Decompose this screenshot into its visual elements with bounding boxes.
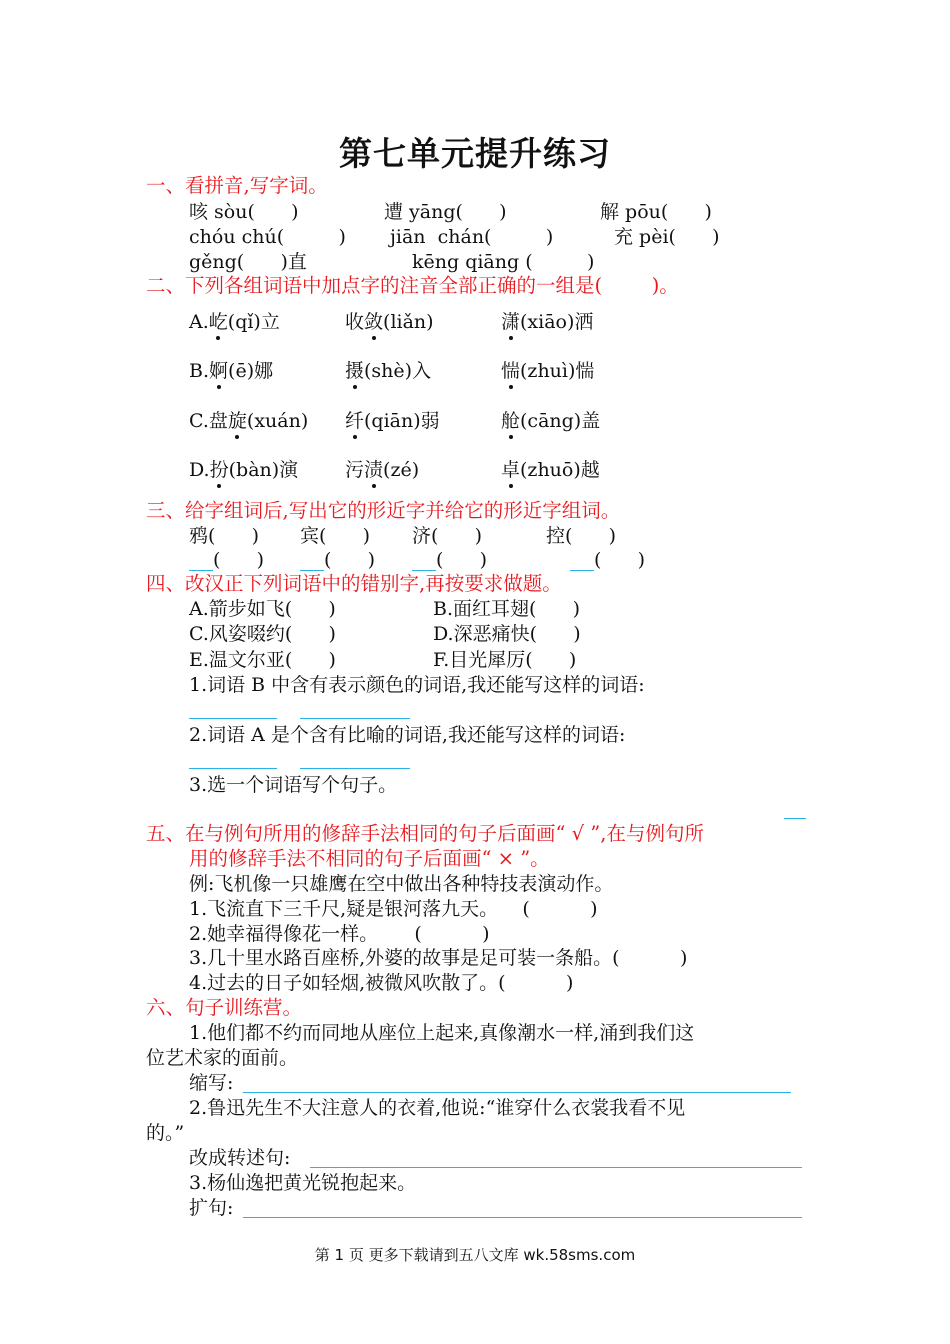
section-6-heading: 六、句子训练营。	[146, 996, 303, 1019]
s1-item: chóu chú( )	[189, 226, 346, 248]
s1-item: 解 pōu( )	[600, 201, 712, 223]
footer-text: 第 1 页 更多下载请到五八文库	[314, 1246, 524, 1264]
s4-question-3: 3.选一个词语写个句子。	[189, 774, 398, 796]
option-d-word-2: 污渍(zé)	[345, 459, 420, 481]
s3-item: 鸦( )	[189, 525, 260, 547]
s5-item-2: 2.她幸福得像花一样。 ( )	[189, 923, 490, 945]
option-c: C.盘旋(xuán)	[189, 410, 309, 432]
page-footer	[0, 1244, 950, 1265]
s4-item-f: F.目光犀厉( )	[433, 649, 577, 671]
s3-item: ( )	[324, 549, 376, 571]
answer-line[interactable]	[189, 570, 213, 571]
answer-line[interactable]	[412, 570, 436, 571]
s4-item-e: E.温文尔亚( )	[189, 649, 336, 671]
footer-site-link[interactable]: wk.58sms.com	[523, 1246, 636, 1264]
option-c-word-3: 舱(cāng)盖	[501, 410, 601, 432]
s1-item: jiān chán( )	[390, 226, 554, 248]
s4-item-b: B.面红耳翅( )	[433, 598, 581, 620]
s6-q1-line2: 位艺术家的面前。	[146, 1047, 299, 1069]
s5-example: 例:飞机像一只雄鹰在空中做出各种特技表演动作。	[189, 873, 614, 895]
s1-item: 遭 yāng( )	[384, 201, 507, 223]
section-4-heading: 四、改汉正下列词语中的错别字,再按要求做题。	[146, 572, 562, 595]
option-a: A.屹(qǐ)立	[189, 311, 280, 333]
s6-q2-line1: 2.鲁迅先生不大注意人的衣着,他说:“谁穿什么衣裳我看不见	[189, 1097, 686, 1119]
s6-q2-line2: 的。”	[146, 1122, 185, 1144]
s3-item: 控( )	[546, 525, 617, 547]
section-2-heading: 二、下列各组词语中加点字的注音全部正确的一组是( )。	[146, 274, 679, 297]
section-5-heading-cont: 用的修辞手法不相同的句子后面画“ × ”。	[189, 847, 550, 870]
s6-q1-prompt: 缩写:	[189, 1072, 234, 1094]
s6-q3-line1: 3.杨仙逸把黄光锐抱起来。	[189, 1172, 417, 1194]
s1-item: 充 pèi( )	[614, 226, 720, 248]
answer-line[interactable]	[300, 768, 410, 769]
page-title: 第七单元提升练习	[339, 134, 611, 173]
s4-question-1: 1.词语 B 中含有表示颜色的词语,我还能写这样的词语:	[189, 674, 645, 696]
option-d: D.扮(bàn)演	[189, 459, 299, 481]
s6-q2-prompt: 改成转述句:	[189, 1147, 291, 1169]
s1-item: 咳 sòu( )	[189, 201, 299, 223]
s4-item-c: C.风姿啜约( )	[189, 623, 336, 645]
s6-q3-prompt: 扩句:	[189, 1197, 234, 1219]
s4-question-2: 2.词语 A 是个含有比喻的词语,我还能写这样的词语:	[189, 724, 626, 746]
answer-line[interactable]	[570, 570, 594, 571]
answer-line[interactable]	[300, 718, 410, 719]
s6-q1-line1: 1.他们都不约而同地从座位上起来,真像潮水一样,涌到我们这	[189, 1022, 695, 1044]
option-b-word-2: 摄(shè)入	[345, 360, 432, 382]
section-1-heading: 一、看拼音,写字词。	[146, 174, 328, 197]
answer-line[interactable]	[300, 570, 324, 571]
s4-item-a: A.箭步如飞( )	[189, 598, 336, 620]
option-b: B.婀(ē)娜	[189, 360, 274, 382]
answer-line[interactable]	[189, 768, 277, 769]
s1-item: kēng qiāng ( )	[412, 251, 595, 273]
s3-item: 宾( )	[300, 525, 371, 547]
section-5-heading: 五、在与例句所用的修辞手法相同的句子后面画“ √ ”,在与例句所	[146, 822, 704, 845]
answer-line[interactable]	[189, 718, 277, 719]
s5-item-3: 3.几十里水路百座桥,外婆的故事是足可装一条船。( )	[189, 947, 688, 969]
option-b-word-3: 惴(zhuì)惴	[501, 360, 595, 382]
option-d-word-3: 卓(zhuō)越	[501, 459, 600, 481]
section-3-heading: 三、给字组词后,写出它的形近字并给它的形近字组词。	[146, 499, 621, 522]
s5-item-4: 4.过去的日子如轻烟,被微风吹散了。( )	[189, 972, 574, 994]
option-a-word-3: 潇(xiāo)洒	[501, 311, 594, 333]
s3-item: 济( )	[412, 525, 483, 547]
answer-line[interactable]	[310, 1167, 802, 1168]
s3-item: ( )	[213, 549, 265, 571]
s3-item: ( )	[594, 549, 646, 571]
answer-line[interactable]	[784, 818, 806, 819]
s4-item-d: D.深恶痛快( )	[433, 623, 581, 645]
answer-line[interactable]	[243, 1217, 802, 1218]
s1-item: gěng( )直	[189, 251, 307, 273]
s3-item: ( )	[436, 549, 488, 571]
option-a-word-2: 收敛(liǎn)	[345, 311, 434, 333]
s5-item-1: 1.飞流直下三千尺,疑是银河落九天。 ( )	[189, 898, 598, 920]
answer-line[interactable]	[243, 1092, 791, 1093]
option-c-word-2: 纤(qiān)弱	[345, 410, 440, 432]
